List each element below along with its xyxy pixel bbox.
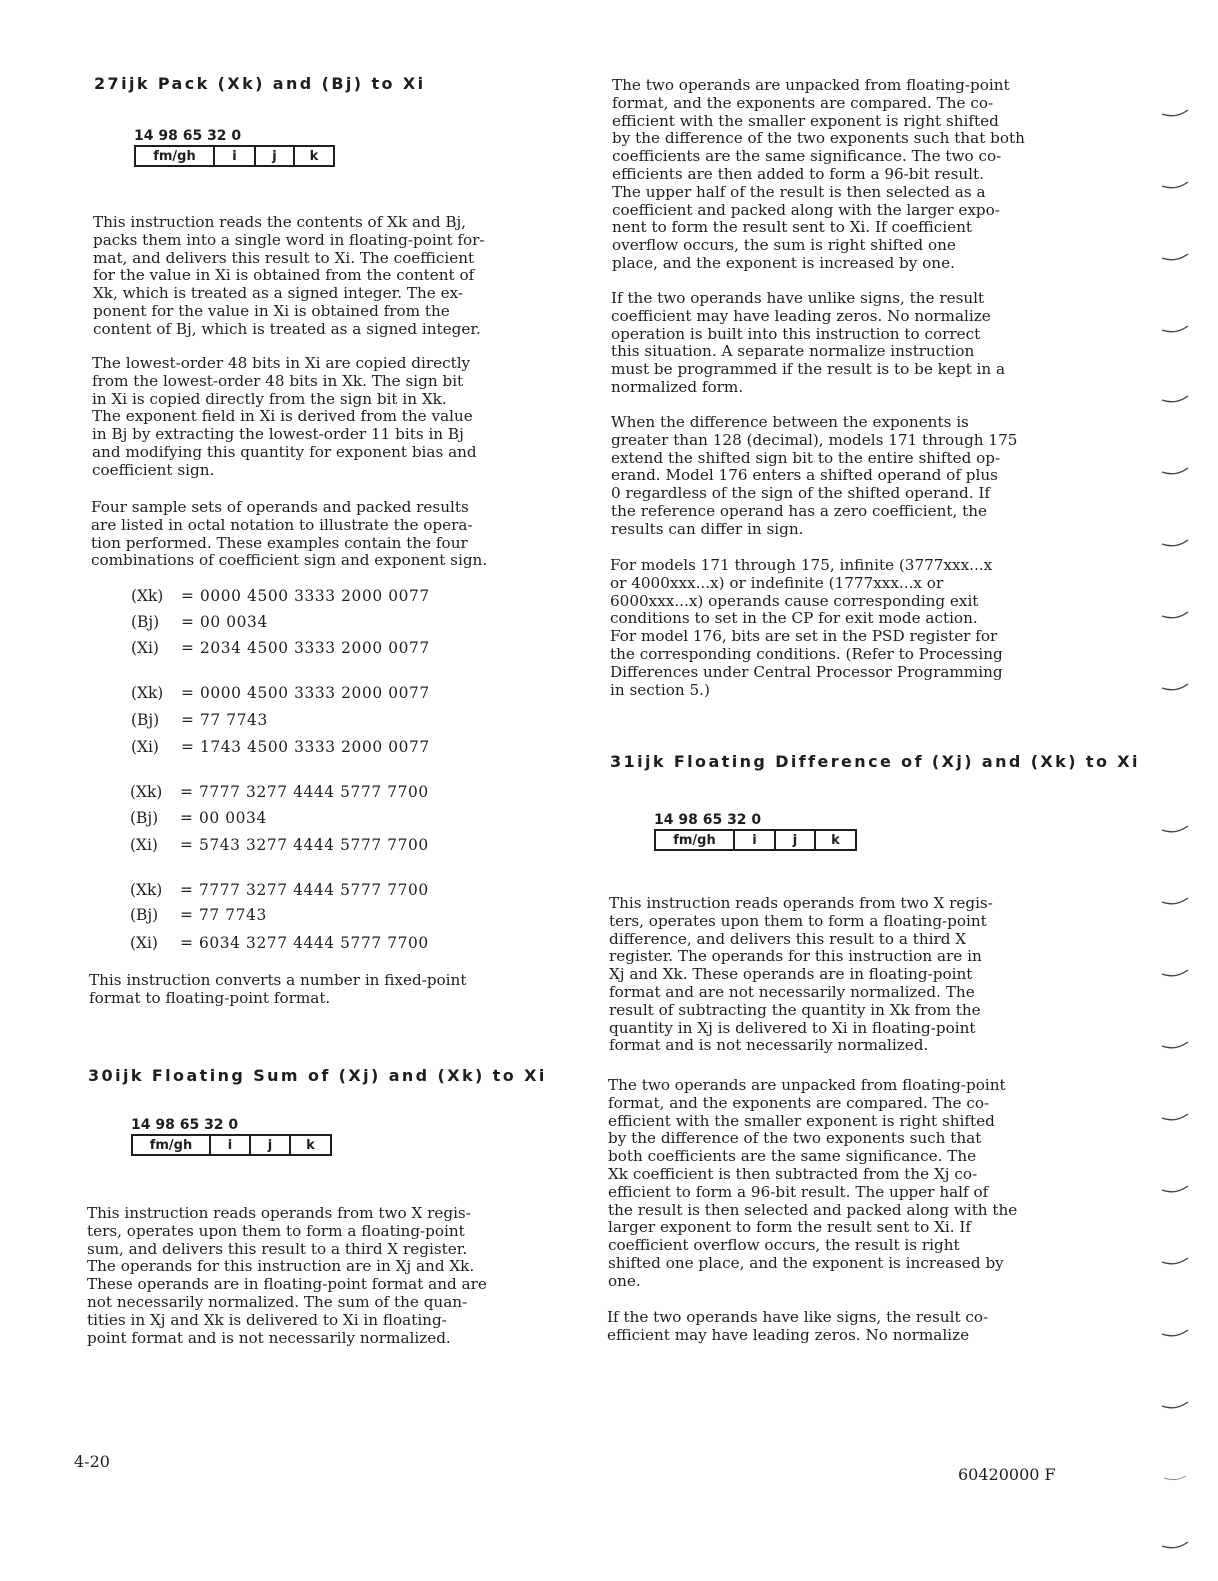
binding-mark [1160, 1470, 1190, 1490]
bit-positions: 14 98 65 32 0 [654, 812, 762, 828]
field-k: k [816, 829, 857, 851]
paragraph: For models 171 through 175, infinite (3777xxx...x or 4000xxx...x) or indefinite (1777xxx...x or 6000xxx...x) operands cause corresponding exit conditions to set in the CP for exit mode action. For model 176, bits are set in the PSD register for the corresponding conditions. (Refer to Processing Differences under Central Processor Programming in section 5.) [610, 556, 1003, 699]
binding-mark [1160, 178, 1190, 198]
field-fm-gh: fm/gh [654, 829, 735, 851]
heading-30ijk: 30ijk Floating Sum of (Xj) and (Xk) to Xi [88, 1066, 547, 1085]
field-j: j [776, 829, 816, 851]
binding-mark [1160, 1110, 1190, 1130]
field-fm-gh: fm/gh [134, 145, 215, 167]
page-number: 4-20 [74, 1452, 110, 1471]
binding-mark [1160, 966, 1190, 986]
heading-31ijk: 31ijk Floating Difference of (Xj) and (Xk) to Xi [610, 752, 1140, 771]
paragraph: When the difference between the exponents is greater than 128 (decimal), models 171 through 175 extend the shifted sign bit to the entire shifted op- erand. Model 176 enters a shifted operand of plus 0 regardless of the sign of the shifted operand. If the reference operand has a zero coefficient, the results can differ in sign. [611, 413, 1018, 538]
field-i: i [211, 1134, 251, 1156]
binding-mark [1160, 1254, 1190, 1274]
binding-mark [1160, 1326, 1190, 1346]
paragraph: This instruction reads operands from two X regis- ters, operates upon them to form a floating-point difference, and delivers this result to a third X register. The operands for this instruction are in Xj and Xk. These operands are in floating-point format and are not necessarily normalized. The result of subtracting the quantity in Xk from the quantity in Xj is delivered to Xi in floating-point format and is not necessarily normalized. [609, 894, 993, 1055]
binding-mark [1160, 536, 1190, 556]
paragraph: If the two operands have like signs, the result co- efficient may have leading zeros. No normalize [607, 1308, 989, 1344]
field-j: j [256, 145, 295, 167]
binding-mark [1160, 822, 1190, 842]
paragraph: The two operands are unpacked from floating-point format, and the exponents are compared. The co- efficient with the smaller exponent is right shifted by the difference of the two exponents such that both coefficients are the same significance. The two co- efficients are then added to form a 96-bit result. The upper half of the result is then selected as a coefficient and packed along with the larger expo- nent to form the result sent to Xi. If coefficient overflow occurs, the sum is right shifted one place, and the exponent is increased by one. [612, 76, 1025, 272]
paragraph: The lowest-order 48 bits in Xi are copied directly from the lowest-order 48 bits in Xk. The sign bit in Xi is copied directly from the sign bit in Xk. The exponent field in Xi is derived from the value in Bj by extracting the lowest-order 11 bits in Bj and modifying this quantity for exponent bias and coefficient sign. [92, 354, 477, 479]
document-number: 60420000 F [958, 1465, 1056, 1484]
binding-mark [1160, 608, 1190, 628]
bit-positions: 14 98 65 32 0 [134, 128, 242, 144]
paragraph: This instruction converts a number in fixed-point format to floating-point format. [89, 971, 467, 1007]
paragraph: This instruction reads the contents of Xk and Bj, packs them into a single word in floating-point for- mat, and delivers this result to Xi. The coefficient for the value in Xi is obtained from the content of Xk, which is treated as a signed integer. The ex- ponent for the value in Xi is obtained from the content of Bj, which is treated as a signed integer. [93, 213, 485, 338]
binding-mark [1160, 1182, 1190, 1202]
field-k: k [295, 145, 335, 167]
binding-mark [1160, 392, 1190, 412]
binding-mark [1160, 1538, 1190, 1558]
binding-mark [1160, 322, 1190, 342]
binding-mark [1160, 250, 1190, 270]
field-i: i [735, 829, 776, 851]
paragraph: Four sample sets of operands and packed results are listed in octal notation to illustrate the opera- tion performed. These examples contain the four combinations of coefficient sign and exponent sign. [91, 498, 488, 570]
paragraph: The two operands are unpacked from floating-point format, and the exponents are compared. The co- efficient with the smaller exponent is right shifted by the difference of the two exponents such that both coefficients are the same significance. The Xk coefficient is then subtracted from the Xj co- efficient to form a 96-bit result. The upper half of the result is then selected and packed along with the larger exponent to form the result sent to Xi. If coefficient overflow occurs, the result is right shifted one place, and the exponent is increased by one. [608, 1076, 1018, 1290]
binding-mark [1160, 1398, 1190, 1418]
binding-mark [1160, 106, 1190, 126]
heading-27ijk: 27ijk Pack (Xk) and (Bj) to Xi [94, 74, 426, 93]
field-fm-gh: fm/gh [131, 1134, 211, 1156]
field-i: i [215, 145, 256, 167]
binding-mark [1160, 464, 1190, 484]
binding-mark [1160, 680, 1190, 700]
bit-positions: 14 98 65 32 0 [131, 1117, 239, 1133]
binding-mark [1160, 894, 1190, 914]
binding-mark [1160, 1038, 1190, 1058]
field-j: j [251, 1134, 291, 1156]
field-k: k [291, 1134, 332, 1156]
paragraph: If the two operands have unlike signs, the result coefficient may have leading zeros. No normalize operation is built into this instruction to correct this situation. A separate normalize instruction must be programmed if the result is to be kept in a normalized form. [611, 289, 1006, 396]
paragraph: This instruction reads operands from two X regis- ters, operates upon them to form a floating-point sum, and delivers this result to a third X register. The operands for this instruction are in Xj and Xk. These operands are in floating-point format and are not necessarily normalized. The sum of the quan- tities in Xj and Xk is delivered to Xi in floating- point format and is not necessarily normalized. [87, 1204, 487, 1347]
